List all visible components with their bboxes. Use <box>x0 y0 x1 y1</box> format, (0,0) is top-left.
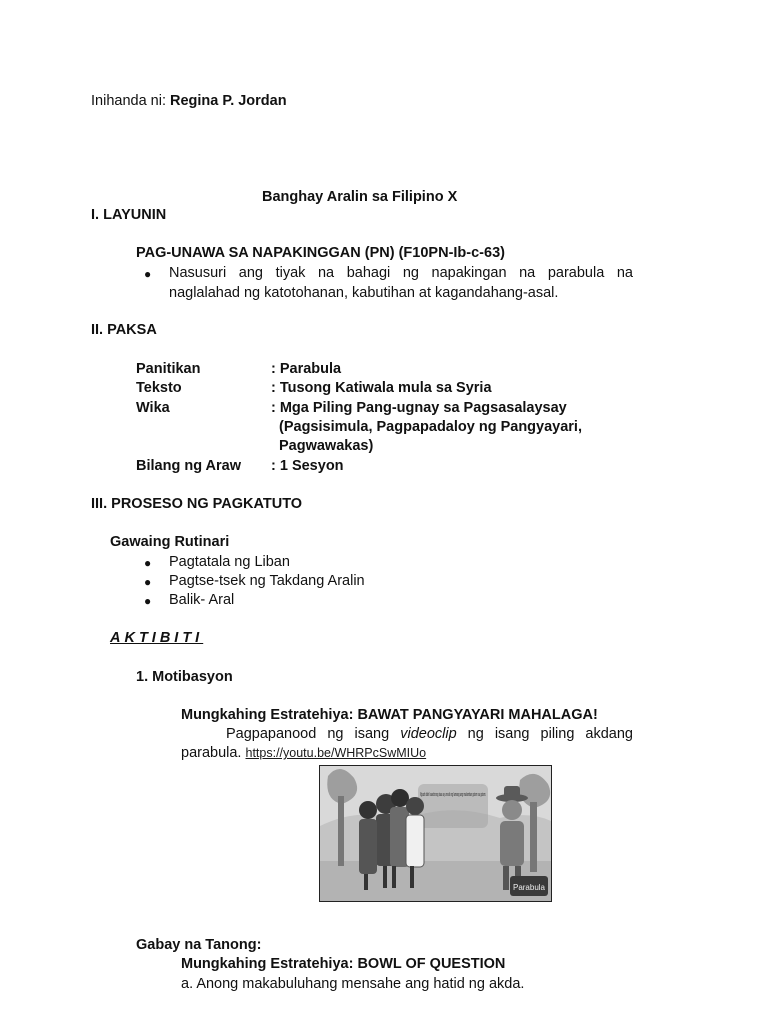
motibasyon-heading: 1. Motibasyon <box>136 669 233 685</box>
objective-line-2: naglalahad ng katotohanan, kabutihan at kagandahang-asal. <box>169 285 559 301</box>
bullet-dot: ● <box>144 575 152 589</box>
section-1-heading: I. LAYUNIN <box>91 207 167 223</box>
strategy-2: Mungkahing Estratehiya: BOWL OF QUESTION <box>181 956 506 972</box>
paragraph-text: ng isang piling akdang <box>456 726 633 742</box>
document-title: Banghay Aralin sa Filipino X <box>262 189 458 205</box>
paksa-wika-cont-2: Pagwawakas) <box>279 438 374 454</box>
bullet-dot: ● <box>144 594 152 608</box>
gabay-heading: Gabay na Tanong: <box>136 937 262 953</box>
bullet-dot: ● <box>144 556 152 570</box>
paksa-label-panitikan: Panitikan <box>136 361 201 377</box>
cartoon-illustration <box>320 766 551 901</box>
routine-item: Pagtse-tsek ng Takdang Aralin <box>169 573 365 589</box>
section-3-heading: III. PROSESO NG PAGKATUTO <box>91 496 303 512</box>
section-1-subheading: PAG-UNAWA SA NAPAKINGGAN (PN) (F10PN-Ib-c-63) <box>136 245 505 261</box>
objective-line-1: Nasusuri ang tiyak na bahagi ng napakingan na parabula na <box>169 265 633 281</box>
section-2-heading: II. PAKSA <box>91 322 157 338</box>
image-logo-text: Parabula <box>512 883 546 892</box>
paksa-wika-cont-1: (Pagsisimula, Pagpapadaloy ng Pangyayari, <box>279 419 582 435</box>
strategy-1-paragraph-line-2 <box>181 745 426 761</box>
strategy-1: Mungkahing Estratehiya: BAWAT PANGYAYARI MAHALAGA! <box>181 707 598 723</box>
video-link[interactable]: https://youtu.be/WHRPcSwMIUo <box>245 746 427 760</box>
paksa-value-bilang: : 1 Sesyon <box>271 458 344 474</box>
paksa-value-panitikan: : Parabula <box>271 361 342 377</box>
paksa-label-wika: Wika <box>136 400 170 416</box>
paksa-label-teksto: Teksto <box>136 380 182 396</box>
question-a: a. Anong makabuluhang mensahe ang hatid ng akda. <box>181 976 525 992</box>
routine-heading: Gawaing Rutinari <box>110 534 230 550</box>
prepared-by-name: Regina P. Jordan <box>170 93 287 109</box>
bullet-dot: ● <box>144 267 152 281</box>
paksa-label-bilang: Bilang ng Araw <box>136 458 241 474</box>
video-thumbnail-image <box>319 765 552 902</box>
paragraph-text: parabula. <box>181 745 246 761</box>
paksa-value-wika: : Mga Piling Pang-ugnay sa Pagsasalaysay <box>271 400 567 416</box>
prepared-by-label: Inihanda ni: <box>91 93 171 109</box>
paksa-value-teksto: : Tusong Katiwala mula sa Syria <box>271 380 492 396</box>
aktibiti-heading: AKTIBITI <box>110 630 204 646</box>
strategy-1-paragraph <box>181 726 633 742</box>
paragraph-text: Pagpapanood ng isang <box>226 726 401 742</box>
image-caption-text: Nguzit dahil sasobrang taas ay umalis ng lamang ang malamban gutom sa gutom. <box>420 792 487 798</box>
paragraph-italic: videoclip <box>400 726 457 742</box>
prepared-by <box>91 93 287 109</box>
routine-item: Balik- Aral <box>169 592 235 608</box>
routine-item: Pagtatala ng Liban <box>169 554 290 570</box>
